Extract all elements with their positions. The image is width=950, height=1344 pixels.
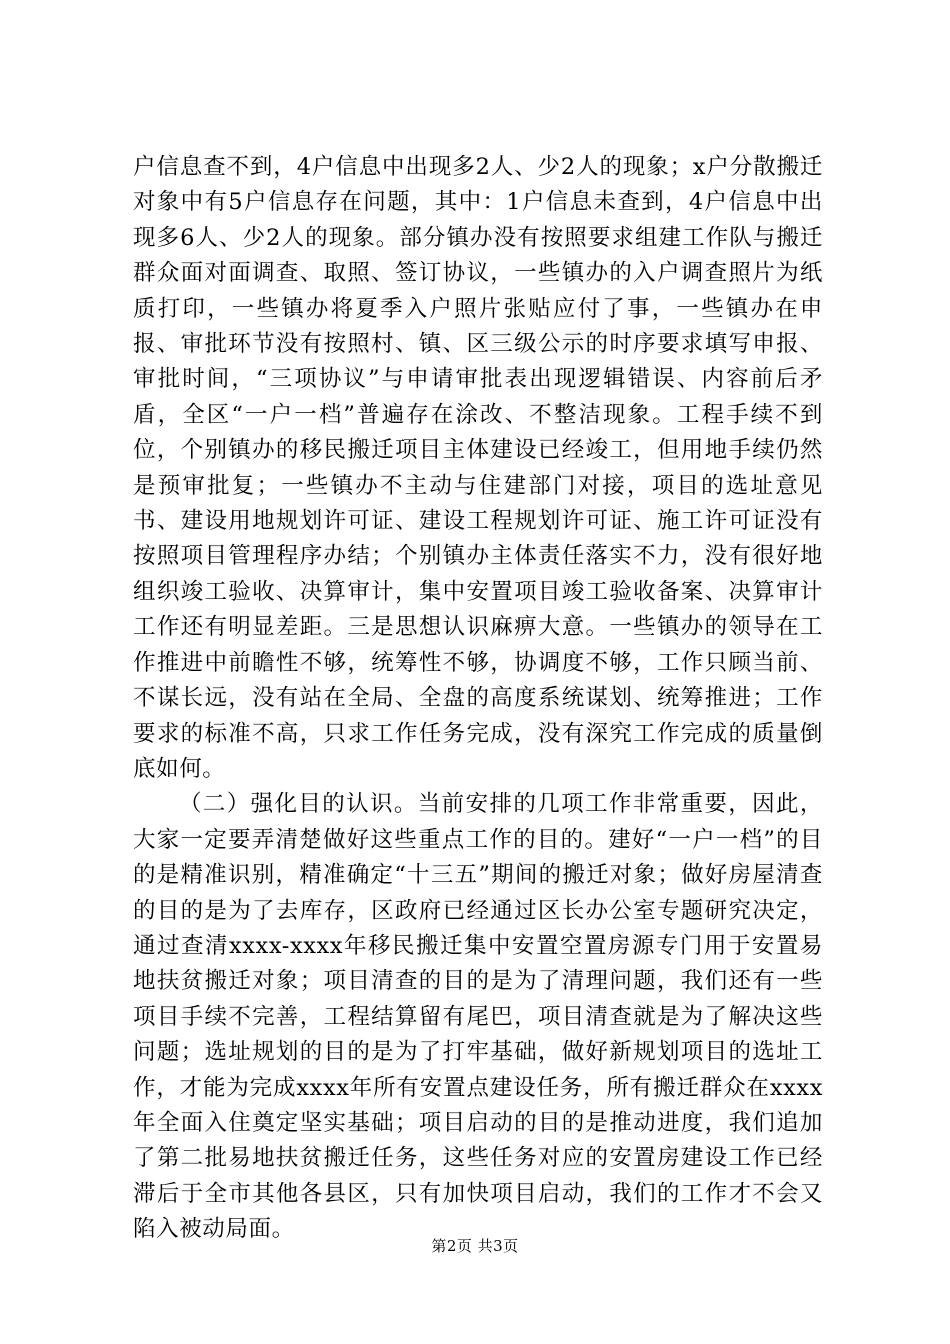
page-number-footer: 第2页 共3页 [431, 1237, 519, 1255]
document-body [133, 150, 823, 1248]
paragraph-continuation: 户信息查不到，4户信息中出现多2人、少2人的现象；x户分散搬迁对象中有5户信息存在问题，其中：1户信息未查到，4户信息中出现多6人、少2人的现象。部分镇办没有按照要求组建工作队与搬迁群众面对面调查、取照、签订协议，一些镇办的入户调查照片为纸质打印，一些镇办将夏季入户照片张贴应付了事，一些镇办在申报、审批环节没有按照村、镇、区三级公示的时序要求填写申报、审批时间，“三项协议”与申请审批表出现逻辑错误、内容前后矛盾，全区“一户一档”普遍存在涂改、不整洁现象。工程手续不到位，个别镇办的移民搬迁项目主体建设已经竣工，但用地手续仍然是预审批复；一些镇办不主动与住建部门对接，项目的选址意见书、建设用地规划许可证、建设工程规划许可证、施工许可证没有按照项目管理程序办结；个别镇办主体责任落实不力，没有很好地组织竣工验收、决算审计，集中安置项目竣工验收备案、决算审计工作还有明显差距。三是思想认识麻痹大意。一些镇办的领导在工作推进中前瞻性不够，统筹性不够，协调度不够，工作只顾当前、不谋长远，没有站在全局、全盘的高度系统谋划、统筹推进；工作要求的标准不高，只求工作任务完成，没有深究工作完成的质量倒底如何。 [133, 154, 823, 782]
paragraph-section-two: （二）强化目的认识。当前安排的几项工作非常重要，因此，大家一定要弄清楚做好这些重点工作的目的。建好“一户一档”的目的是精准识别，精准确定“十三五”期间的搬迁对象；做好房屋清查的目的是为了去库存，区政府已经通过区长办公室专题研究决定，通过查清xxxx-xxxx年移民搬迁集中安置空置房源专门用于安置易地扶贫搬迁对象；项目清查的目的是为了清理问题，我们还有一些项目手续不完善，工程结算留有尾巴，项目清查就是为了解决这些问题；选址规划的目的是为了打牢基础，做好新规划项目的选址工作，才能为完成xxxx年所有安置点建设任务，所有搬迁群众在xxxx年全面入住奠定坚实基础；项目启动的目的是推动进度，我们追加了第二批易地扶贫搬迁任务，这些任务对应的安置房建设工作已经滞后于全市其他各县区，只有加快项目启动，我们的工作才不会又陷入被动局面。 [133, 791, 823, 1243]
